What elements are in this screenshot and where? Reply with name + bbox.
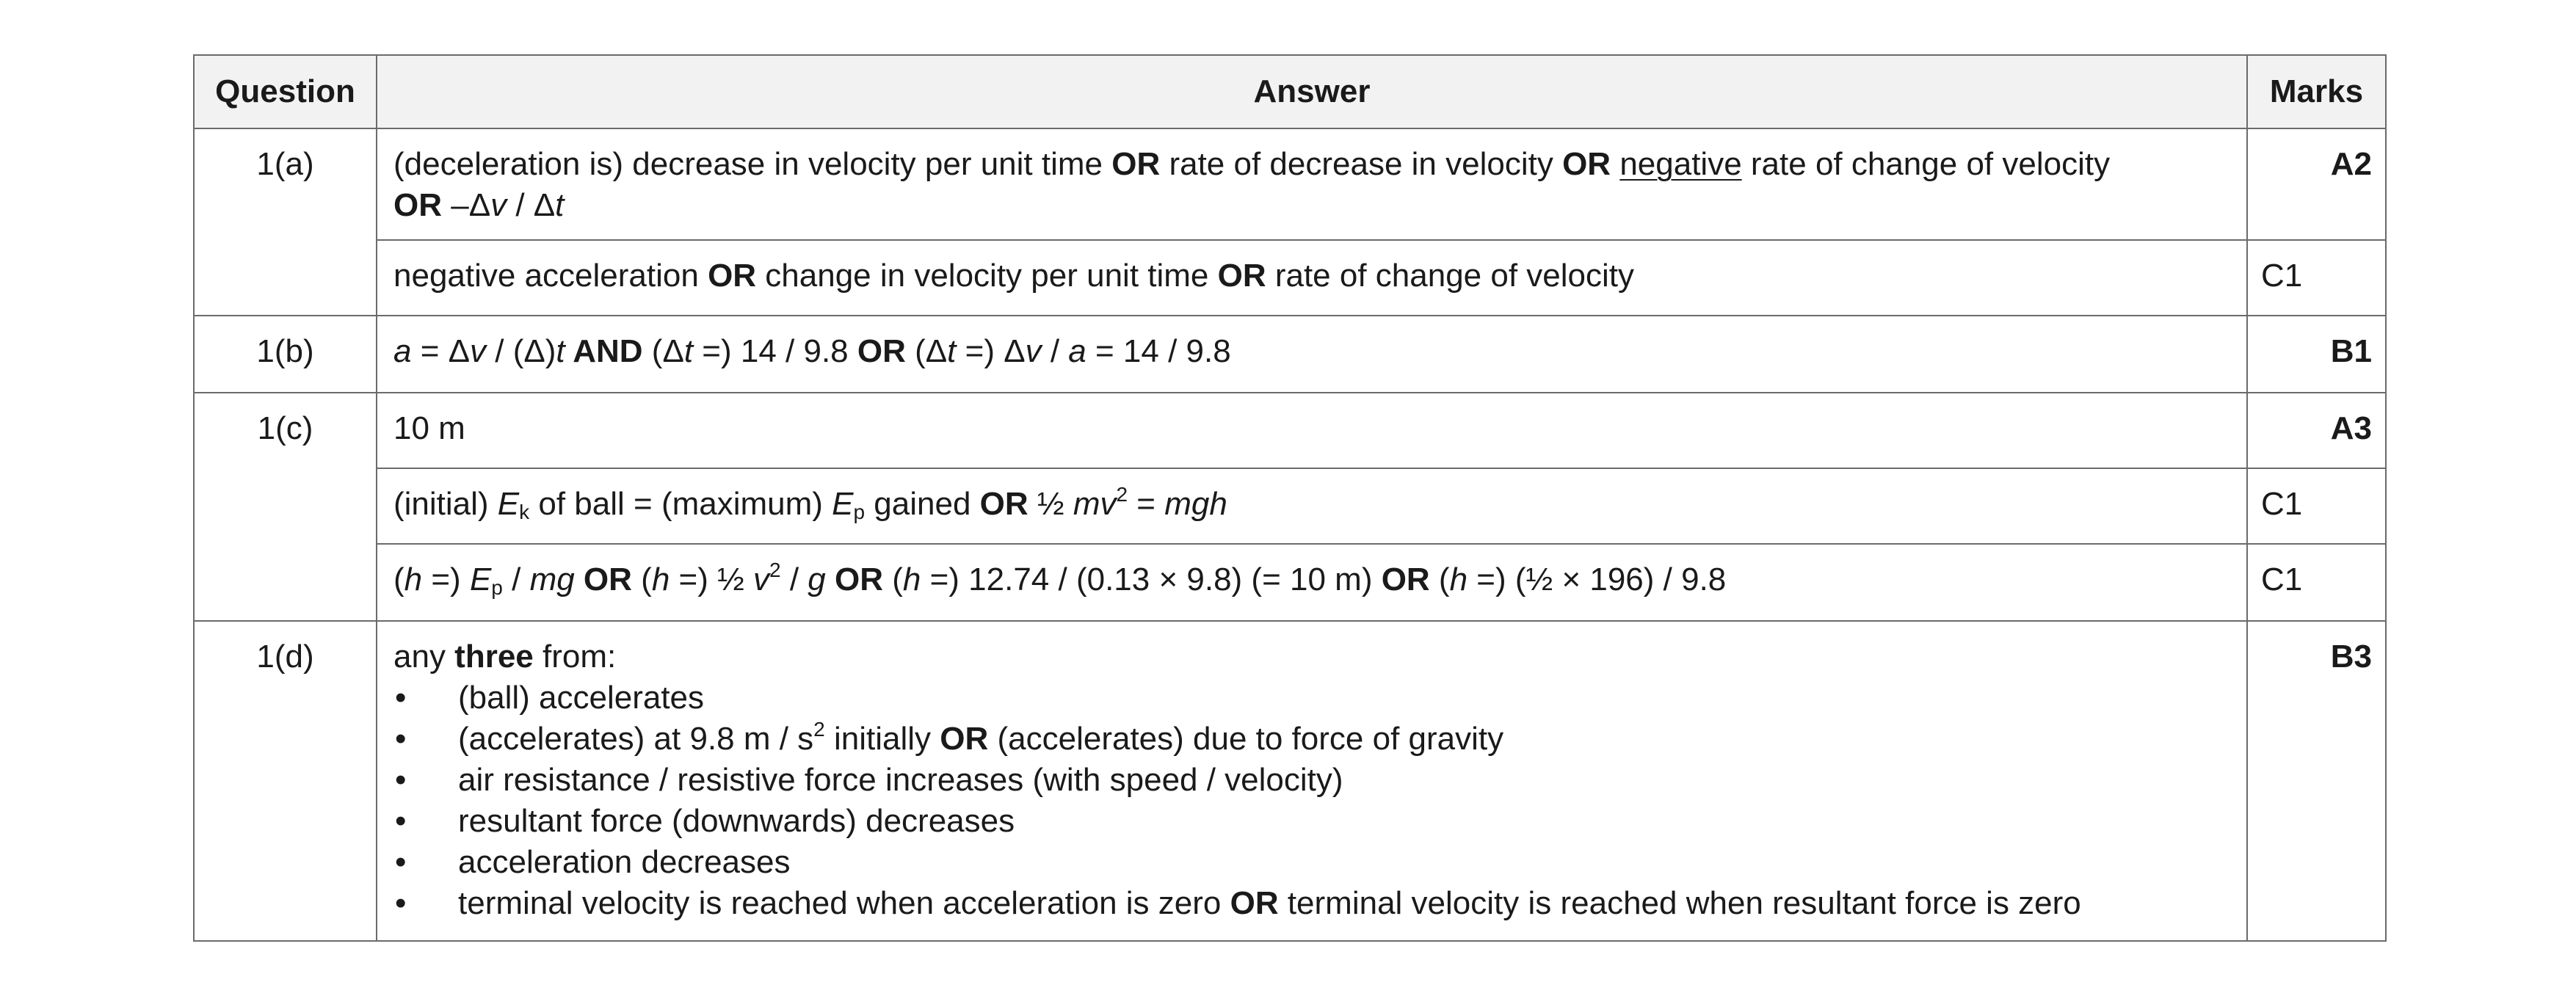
mark-cell: B3	[2247, 621, 2386, 941]
answer-text: /	[780, 561, 808, 597]
table-row	[194, 544, 2386, 621]
answer-text: (	[393, 561, 404, 597]
question-number: 1(c)	[194, 393, 377, 621]
symbol-a: a	[393, 333, 412, 369]
mark-cell: B1	[2247, 316, 2386, 393]
answer-intro	[393, 636, 2233, 677]
superscript-2: 2	[769, 559, 781, 581]
answer-text: =) 12.74 / (0.13 × 9.8) (= 10 m)	[921, 561, 1382, 597]
table-row	[194, 621, 2386, 941]
bullet-text: air resistance / resistive force increases (with speed / velocity)	[458, 762, 1343, 798]
question-number: 1(b)	[194, 316, 377, 393]
answer-text	[826, 561, 835, 597]
answer-text: of ball = (maximum)	[529, 486, 832, 522]
symbol-mgh: mgh	[1164, 486, 1227, 522]
bullet-text: resultant force (downwards) decreases	[458, 803, 1015, 839]
or-keyword: OR	[1111, 146, 1161, 182]
and-keyword: AND	[565, 333, 643, 369]
superscript-2: 2	[1116, 483, 1128, 506]
symbol-t: t	[683, 333, 694, 369]
or-keyword: OR	[940, 721, 989, 757]
mark-cell: A3	[2247, 393, 2386, 468]
header-row	[194, 55, 2386, 128]
mark-cell: C1	[2247, 468, 2386, 544]
table-row	[194, 316, 2386, 393]
subscript-p: p	[853, 501, 866, 523]
symbol-e: E	[832, 486, 854, 522]
table-row	[194, 393, 2386, 468]
header-answer: Answer	[377, 55, 2247, 128]
bullet-text: (accelerates) due to force of gravity	[988, 721, 1504, 757]
or-keyword: OR	[1562, 146, 1611, 182]
answer-cell	[377, 544, 2247, 621]
symbol-h: h	[1449, 561, 1468, 597]
mark-scheme-table	[193, 54, 2387, 942]
table-row	[194, 468, 2386, 544]
answer-text: /	[502, 561, 530, 597]
answer-cell	[377, 316, 2247, 393]
answer-text: rate of change of velocity	[1266, 258, 1635, 294]
bullet-item	[393, 842, 2233, 883]
answer-cell	[377, 128, 2247, 240]
or-keyword: OR	[583, 561, 632, 597]
answer-text: from:	[533, 639, 617, 675]
symbol-v: v	[470, 333, 487, 369]
symbol-v: v	[753, 561, 770, 597]
symbol-mv: mv	[1073, 486, 1117, 522]
symbol-h: h	[404, 561, 423, 597]
or-keyword: OR	[393, 187, 442, 223]
or-keyword: OR	[835, 561, 883, 597]
mark-cell: C1	[2247, 240, 2386, 316]
symbol-g: g	[808, 561, 826, 597]
subscript-k: k	[519, 501, 530, 523]
answer-text: –Δ	[442, 187, 491, 223]
header-question: Question	[194, 55, 377, 128]
symbol-h: h	[902, 561, 921, 597]
answer-text: =) (½ × 196) / 9.8	[1467, 561, 1727, 597]
or-keyword: OR	[1230, 885, 1279, 921]
bullet-item	[393, 760, 2233, 801]
answer-text: any	[393, 639, 455, 675]
answer-text: /	[1041, 333, 1069, 369]
or-keyword: OR	[1381, 561, 1430, 597]
or-keyword: OR	[857, 333, 906, 369]
bullet-item	[393, 883, 2233, 924]
answer-text: (	[631, 561, 652, 597]
symbol-t: t	[947, 333, 957, 369]
bullet-text: terminal velocity is reached when resultant force is zero	[1278, 885, 2081, 921]
bullet-item	[393, 719, 2233, 760]
bullet-item	[393, 677, 2233, 719]
bullet-text: terminal velocity is reached when acceleration is zero	[458, 885, 1230, 921]
answer-text: / (Δ)	[486, 333, 556, 369]
bullet-text: (accelerates) at 9.8 m / s	[458, 721, 814, 757]
superscript-2: 2	[813, 718, 825, 741]
symbol-e: E	[469, 561, 492, 597]
or-keyword: OR	[979, 486, 1028, 522]
answer-cell	[377, 468, 2247, 544]
answer-text: gained	[865, 486, 980, 522]
symbol-t: t	[555, 187, 565, 223]
emphasis-three: three	[454, 639, 534, 675]
answer-text: = Δ	[411, 333, 471, 369]
or-keyword: OR	[708, 258, 757, 294]
answer-text: change in velocity per unit time	[756, 258, 1218, 294]
answer-text: =) 14 / 9.8	[693, 333, 857, 369]
answer-text: (Δ	[642, 333, 684, 369]
bullet-item	[393, 801, 2233, 842]
answer-text: rate of change of velocity	[1741, 146, 2111, 182]
answer-text: (initial)	[393, 486, 498, 522]
answer-text: (	[883, 561, 903, 597]
answer-cell: 10 m	[377, 393, 2247, 468]
answer-text: =	[1128, 486, 1165, 522]
answer-text: ½	[1028, 486, 1073, 522]
symbol-a: a	[1068, 333, 1086, 369]
answer-text: rate of decrease in velocity	[1160, 146, 1563, 182]
table-row	[194, 240, 2386, 316]
answer-text: =) Δ	[956, 333, 1026, 369]
answer-text: (Δ	[905, 333, 948, 369]
header-marks: Marks	[2247, 55, 2386, 128]
answer-text	[575, 561, 584, 597]
answer-text: / Δ	[507, 187, 556, 223]
answer-text: (deceleration is) decrease in velocity per unit time	[393, 146, 1112, 182]
symbol-t: t	[556, 333, 565, 369]
bullet-text: acceleration decreases	[458, 844, 791, 880]
subscript-p: p	[491, 576, 503, 599]
mark-cell: A2	[2247, 128, 2386, 240]
answer-text: = 14 / 9.8	[1086, 333, 1231, 369]
bullet-text: (ball) accelerates	[458, 680, 705, 716]
answer-text: =)	[422, 561, 470, 597]
answer-text: (	[1429, 561, 1450, 597]
answer-text: =) ½	[670, 561, 754, 597]
answer-text: negative acceleration	[393, 258, 708, 294]
question-number: 1(d)	[194, 621, 377, 941]
symbol-e: E	[497, 486, 520, 522]
symbol-h: h	[651, 561, 670, 597]
symbol-mg: mg	[529, 561, 575, 597]
answer-cell	[377, 621, 2247, 941]
answer-cell	[377, 240, 2247, 316]
underlined-word: negative	[1619, 146, 1742, 182]
table-row	[194, 128, 2386, 240]
or-keyword: OR	[1217, 258, 1266, 294]
question-number: 1(a)	[194, 128, 377, 316]
mark-cell: C1	[2247, 544, 2386, 621]
symbol-v: v	[490, 187, 507, 223]
symbol-v: v	[1025, 333, 1042, 369]
answer-text	[1611, 146, 1619, 182]
bullet-text: initially	[824, 721, 940, 757]
